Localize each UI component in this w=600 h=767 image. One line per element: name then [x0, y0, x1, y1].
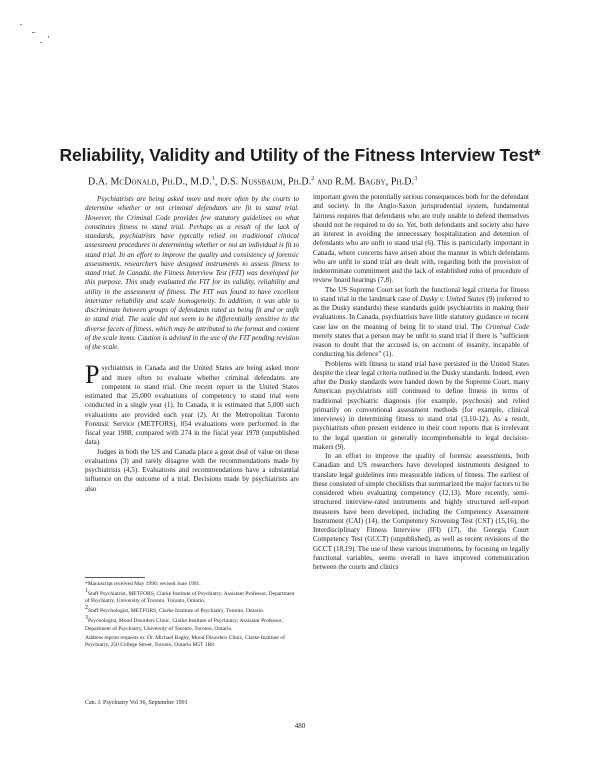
body-paragraph-4: In an effort to improve the quality of forensic assessments, both Canadian and US researchers have developed instruments designed to translate legal guidelines into measurable indices of fitness. The earliest of these consisted of simple checklists that summarized the major factors to be considered when evaluating competency (12,13). More recently, semi-structured interview-rated instruments and highly structured self-report measures have been developed, including the Competency Assessment Instrument (CAI) (14), the Competency Screening Test (CST) (15,16), the Interdisciplinary Fitness Interview (IFI) (17), the Georgia Court Competency Test (GCCT) (unpublished), as well as recent revisions of the GCCT (18,19). The use of these various instruments, by focusing on legally functional variables, seems overall to have improved communication between the courts and clinics [313, 452, 529, 571]
body-paragraph-2-b: (9) (referred to as the Dusky standards) these standards guide psychiatrists in making their evaluations. In Canada, psychiatrists have little statutory guidance or recent case law on the meaning of being fit to stand trial. The [313, 294, 529, 331]
right-column [313, 193, 529, 572]
footnotes [85, 577, 299, 649]
author-2-mark: 2 [311, 176, 315, 182]
body-paragraph-2-a: The US Supreme Court set forth the functional legal criteria for fitness to stand trial in the landmark case of [313, 285, 529, 303]
footnote-affiliation-1-text: Staff Psychiatrist, METFORS, Clarke Institute of Psychiatry; Assistant Professor, Department of Psychiatry, University of Toronto, Toronto, Ontario. [85, 591, 295, 605]
scan-specks [18, 22, 58, 62]
author-3-name: and R.M. Bagby, [314, 176, 389, 188]
footnote-affiliation-1 [85, 588, 299, 605]
author-3-degrees: Ph.D. [388, 176, 415, 188]
body-paragraph-3: Problems with fitness to stand trial have persisted in the United States despite the clear legal criteria outlined in the Dusky standards. Indeed, even after the Dusky standards were handed down by the Supreme Court, many American psychiatrists still continued to define fitness in terms of traditional psychiatric diagnosis (for example, psychosis) and relied primarily on conventional assessment methods (for example, clinical interviews) in determining fitness to stand trial (3,10-12). As a result, psychiatrists often present evidence in their court reports that is irrelevant to the legal question or generally incomprehensible to legal decision-makers (9). [313, 359, 529, 451]
footnote-rule [85, 577, 145, 578]
footnote-affiliation-3-text: Psychologist, Mood Disorders Clinic, Clarke Institute of Psychiatry; Assistant Professor, Department of Psychiatry, University of Toronto, Toronto, Ontario. [85, 618, 284, 632]
body-paragraph-2 [313, 286, 529, 360]
footnote-affiliation-2 [85, 605, 299, 615]
intro-paragraph-2: Judges in both the US and Canada place a great deal of value on these evaluations (3) and rarely disagree with the recommendations made by psychiatrists (4,5). Evaluations and recommendations have a substantial influence on the outcome of a trial. Decisions made by psychiatrists are also [85, 447, 299, 493]
author-1-mark: 1 [211, 176, 215, 182]
journal-citation: Can. J. Psychiatry Vol 36, September 1991 [85, 700, 188, 706]
footnote-mark-2: 2 [85, 605, 88, 612]
author-2-degrees: Ph.D. [285, 176, 312, 188]
author-3-mark: 3 [414, 176, 418, 182]
left-column [85, 195, 299, 494]
drop-cap: P [85, 360, 100, 390]
criminal-code: Criminal Code [485, 322, 529, 331]
footnote-affiliation-2-text: Staff Psychologist, METFORS, Clarke Institute of Psychiatry, Toronto, Ontario. [88, 608, 265, 615]
footnote-received: *Manuscript received May 1990; revised June 1991. [85, 581, 201, 587]
body-paragraph-2-c: merely states that a person may be unfit to stand trial if there is "sufficient reason to doubt that the accused is, on account of insanity, incapable of conducting his defence" (1). [313, 331, 529, 359]
author-line [88, 176, 417, 187]
article-title: Reliability, Validity and Utility of the Fitness Interview Test* [59, 144, 541, 165]
abstract: Psychiatrists are being asked more and more often by the courts to determine whether or not criminal defendants are fit to stand trial. However, the Criminal Code provides few statutory guidelines on what constitutes fitness to stand trial. Perhaps as a result of the lack of standards, psychiatrists have typically relied on traditional clinical assessment procedures in determining whether or not an individual is fit to stand trial. In an effort to improve the quality and consistency of forensic assessments, researchers have designed instruments to assess fitness to stand trial. In Canada, the Fitness Interview Test (FIT) was developed for this purpose. This study evaluated the FIT for its validity, reliability and utility in the assessment of fitness. The FIT was found to have excellent interrater reliability and scale homogeneity. In addition, it was able to discriminate between groups of defendants rated as being fit and or unfit to stand trial. The scale did not seem to be differentially sensitive to the diverse facets of fitness, which may be attributed to the format and content of the scale items. Caution is advised in the use of the FIT pending revision of the scale. [85, 195, 299, 351]
intro-paragraph-1-text: sychiatrists in Canada and the United States are being asked more and more often to evaluate whether criminal defendants are competent to stand trial. One recent report in the United States estimated that 25,000 evaluations of competency to stand trial were conducted in a single year (1). In Canada, it is estimated that 5,000 such evaluations are provided each year (2). At the Metropolitan Toronto Forensic Service (METFORS), 854 evaluations were performed in the fiscal year 1988, compared with 274 in the fiscal year 1978 (unpublished data). [85, 364, 299, 447]
intro-paragraph-1 [85, 360, 299, 447]
footnote-mark-1: 1 [85, 588, 88, 595]
author-2-name: , D.S. Nussbaum, [214, 176, 286, 188]
footnote-mark-3: 3 [85, 615, 88, 622]
footnote-reprints: Address reprint requests to: Dr. Michael Bagby, Mood Disorders Clinic, Clarke Institute of Psychiatry, 250 College Street, Toronto, Ontario M5T 1R8. [85, 634, 285, 648]
author-1-degrees: Ph.D., M.D. [159, 176, 212, 188]
case-name: Dusky v. United States [420, 294, 485, 303]
footnote-affiliation-3 [85, 615, 299, 632]
author-1-name: D.A. McDonald, [88, 176, 160, 188]
body-paragraph-1: important given the potentially serious consequences both for the defendant and society. In the Anglo-Saxon jurisprudential system, fundamental fairness requires that defendants who are truly unable to defend themselves should not be required to do so. Yet, both defendants and society also have an interest in avoiding the unnecessary hospitalization and detention of defendants who are unfit to stand trial (6). This is particularly important in Canada, where concerns have arisen about the manner in which defendants who are unfit to stand trial are dealt with, regarding both the provision of indeterminate commitment and the lack of established rules of procedure of review board hearings (7,8). [313, 193, 529, 285]
page-number: 480 [294, 722, 306, 730]
